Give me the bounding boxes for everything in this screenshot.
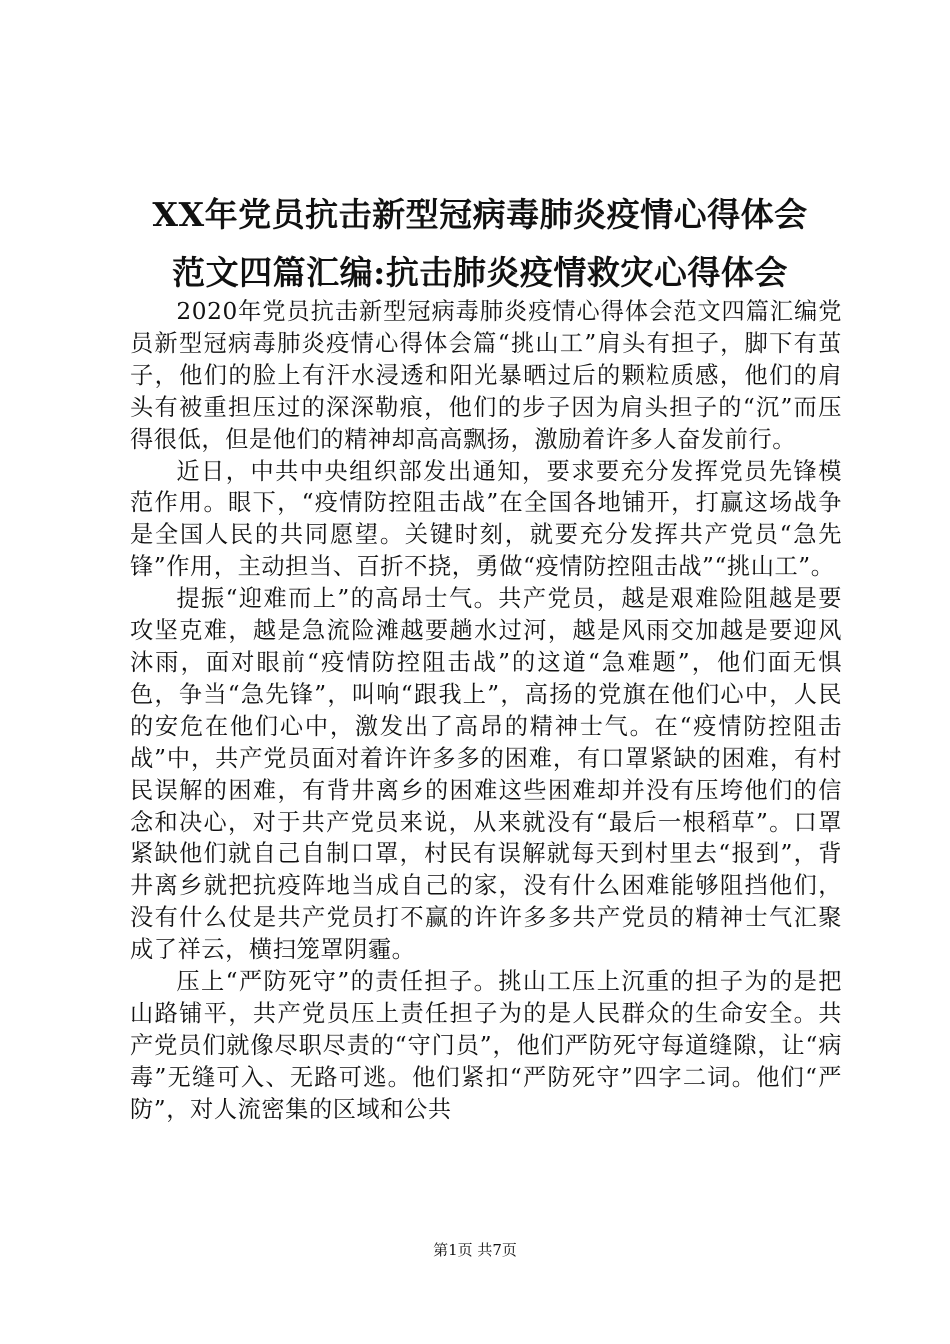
paragraph-4: 压上“严防死守”的责任担子。挑山工压上沉重的担子为的是把山路铺平，共产党员压上责任担子为的是人民群众的生命安全。共产党员们就像尽职尽责的“守门员”，他们严防死守每道缝隙，让“病毒”无缝可入、无路可逃。他们紧扣“严防死守”四字二词。他们“严防”，对人流密集的区域和公共 — [130, 968, 842, 1123]
title-line-2: 范文四篇汇编:抗击肺炎疫情救灾心得体会 — [172, 253, 788, 292]
paragraph-2: 近日，中共中央组织部发出通知，要求要充分发挥党员先锋模范作用。眼下，“疫情防控阻击战”在全国各地铺开，打赢这场战争是全国人民的共同愿望。关键时刻，就要充分发挥共产党员“急先锋”作用，主动担当、百折不挠，勇做“疫情防控阻击战”“挑山工”。 — [130, 457, 842, 581]
page-number-footer: 第1页 共7页 — [433, 1241, 517, 1259]
title-line-1: XX年党员抗击新型冠病毒肺炎疫情心得体会 — [152, 195, 808, 234]
document-body — [130, 296, 842, 1126]
paragraph-1: 2020年党员抗击新型冠病毒肺炎疫情心得体会范文四篇汇编党员新型冠病毒肺炎疫情心得体会篇“挑山工”肩头有担子，脚下有茧子，他们的脸上有汗水浸透和阳光暴晒过后的颗粒质感，他们的肩头有被重担压过的深深勒痕，他们的步子因为肩头担子的“沉”而压得很低，但是他们的精神却高高飘扬，激励着许多人奋发前行。 — [130, 298, 842, 453]
paragraph-3: 提振“迎难而上”的高昂士气。共产党员，越是艰难险阻越是要攻坚克难，越是急流险滩越要趟水过河，越是风雨交加越是要迎风沐雨，面对眼前“疫情防控阻击战”的这道“急难题”，他们面无惧色，争当“急先锋”，叫响“跟我上”，高扬的党旗在他们心中，人民的安危在他们心中，激发出了高昂的精神士气。在“疫情防控阻击战”中，共产党员面对着许许多多的困难，有口罩紧缺的困难，有村民误解的困难，有背井离乡的困难这些困难却并没有压垮他们的信念和决心，对于共产党员来说，从来就没有“最后一根稻草”。口罩紧缺他们就自己自制口罩，村民有误解就每天到村里去“报到”，背井离乡就把抗疫阵地当成自己的家，没有什么困难能够阻挡他们，没有什么仗是共产党员打不赢的许许多多共产党员的精神士气汇聚成了祥云，横扫笼罩阴霾。 — [130, 585, 842, 964]
document-title — [100, 186, 860, 302]
